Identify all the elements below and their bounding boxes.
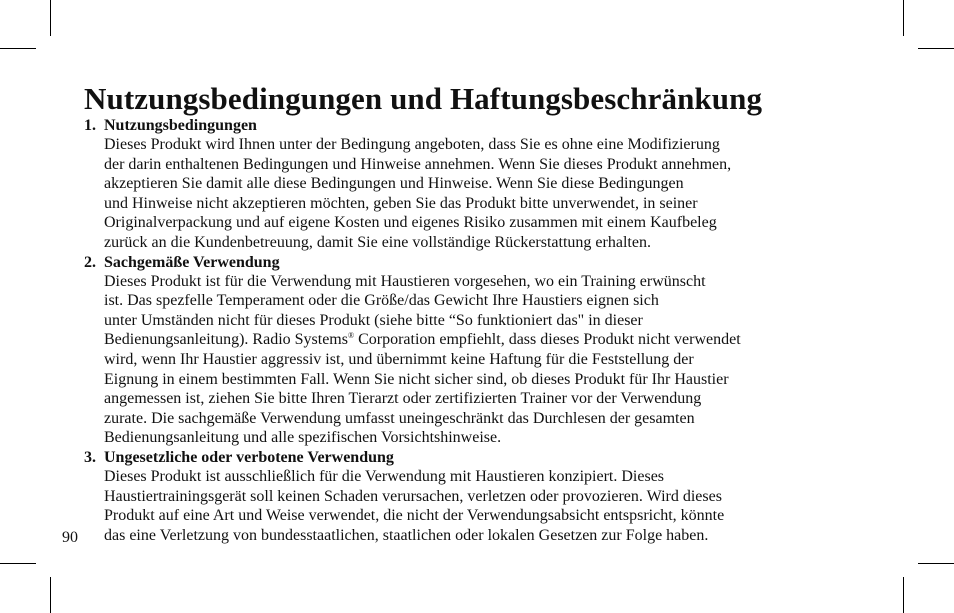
crop-mark-top-left-vertical — [50, 0, 51, 36]
text-line: Dieses Produkt ist für die Verwendung mit Haustieren vorgesehen, wo ein Training erwünscht — [104, 272, 706, 290]
section-title: Nutzungsbedingungen — [104, 117, 257, 134]
crop-mark-bottom-right-horizontal — [918, 563, 954, 564]
section-title: Ungesetzliche oder verbotene Verwendung — [104, 448, 394, 466]
text-line: wird, wenn Ihr Haustier aggressiv ist, und übernimmt keine Haftung für die Feststellung der — [104, 350, 694, 368]
section-title: Sachgemäße Verwendung — [104, 253, 280, 271]
section-body — [84, 135, 874, 253]
text-line: unter Umständen nicht für dieses Produkt (siehe bitte “So funktioniert das" in dieser — [104, 311, 643, 329]
section-body — [84, 272, 874, 448]
registered-mark: ® — [347, 331, 355, 341]
text-line: der darin enthaltenen Bedingungen und Hinweise annehmen. Wenn Sie dieses Produkt annehmen, — [104, 155, 732, 173]
text-line: Originalverpackung und auf eigene Kosten und eigenes Risiko zusammen mit einem Kaufbeleg — [104, 214, 717, 232]
section-heading — [84, 116, 874, 135]
section-proper-use — [84, 253, 874, 448]
text-line: zurate. Die sachgemäße Verwendung umfasst uneingeschränkt das Durchlesen der gesamten — [104, 409, 695, 427]
document-page — [84, 82, 874, 545]
text-segment: Bedienungsanleitung). Radio Systems — [104, 331, 348, 349]
page-title: Nutzungsbedingungen und Haftungsbeschränkung — [84, 81, 763, 116]
text-line: Dieses Produkt wird Ihnen unter der Bedingung angeboten, dass Sie es ohne eine Modifizierung — [104, 136, 720, 153]
text-line: das eine Verletzung von bundesstaatlichen, staatlichen oder lokalen Gesetzen zur Folge haben. — [104, 526, 709, 544]
text-line: Haustiertrainingsgerät soll keinen Schaden verursachen, verletzen oder provozieren. Wird dieses — [104, 487, 722, 505]
crop-mark-top-right-horizontal — [918, 48, 954, 49]
page-number: 90 — [62, 529, 78, 546]
text-segment: Corporation empfiehlt, dass dieses Produkt nicht verwendet — [354, 331, 741, 349]
section-heading — [84, 253, 874, 272]
text-line: angemessen ist, ziehen Sie bitte Ihren Tierarzt oder zertifizierten Trainer vor der Verwendung — [104, 390, 702, 408]
text-line: Produkt auf eine Art und Weise verwendet, die nicht der Verwendungsabsicht entspsricht, könnte — [104, 507, 725, 525]
section-terms-of-use — [84, 116, 874, 253]
crop-mark-bottom-left-horizontal — [0, 563, 36, 564]
section-prohibited-use — [84, 448, 874, 545]
text-line-with-trademark — [104, 330, 874, 350]
section-number: 1. — [84, 117, 96, 134]
section-number: 3. — [84, 448, 96, 466]
crop-mark-top-right-vertical — [903, 0, 904, 36]
crop-mark-bottom-left-vertical — [50, 577, 51, 613]
text-line: akzeptieren Sie damit alle diese Bedingungen und Hinweise. Wenn Sie diese Bedingungen — [104, 175, 684, 193]
section-body — [84, 467, 874, 545]
text-line: zurück an die Kundenbetreuung, damit Sie eine vollständige Rückerstattung erhalten. — [104, 233, 651, 251]
crop-mark-bottom-right-vertical — [903, 577, 904, 613]
text-line: Eignung in einem bestimmten Fall. Wenn Sie nicht sicher sind, ob dieses Produkt für Ihr Haustier — [104, 370, 729, 388]
crop-mark-top-left-horizontal — [0, 48, 36, 49]
text-line: und Hinweise nicht akzeptieren möchten, geben Sie das Produkt bitte unverwendet, in seiner — [104, 194, 698, 212]
section-number: 2. — [84, 253, 96, 271]
text-line: Bedienungsanleitung und alle spezifischen Vorsichtshinweise. — [104, 429, 502, 447]
section-heading — [84, 448, 874, 467]
text-line: ist. Das spezfelle Temperament oder die Größe/das Gewicht Ihre Haustiers eignen sich — [104, 292, 659, 310]
text-line: Dieses Produkt ist ausschließlich für die Verwendung mit Haustieren konzipiert. Dieses — [104, 467, 665, 485]
